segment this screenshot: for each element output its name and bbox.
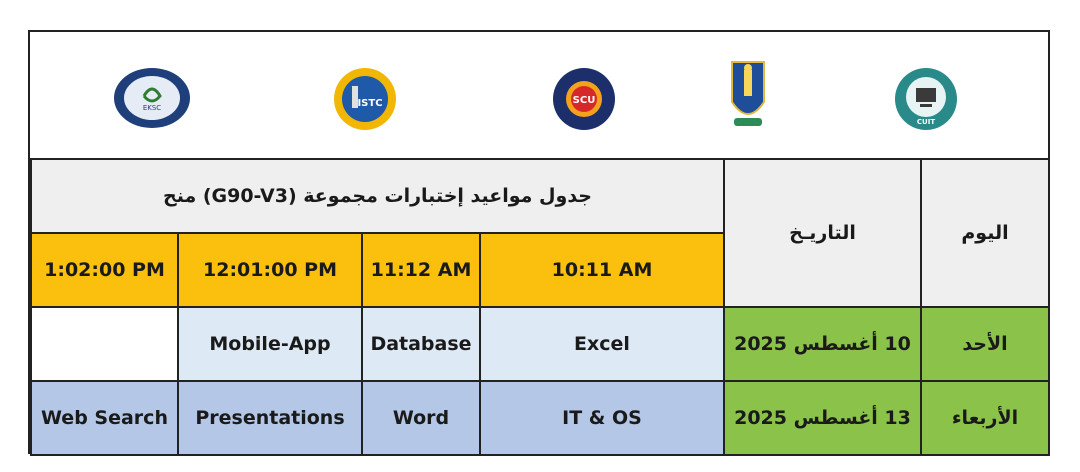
day-text: الأربعاء [951, 407, 1019, 429]
schedule-title-cell [31, 159, 724, 233]
date-text: 13 أغسطس 2025 [734, 407, 911, 429]
exam-cell: Excel [480, 307, 724, 381]
exam-cell: Presentations [178, 381, 362, 455]
title-row [31, 159, 1049, 233]
istc-logo [330, 66, 400, 132]
exam-cell: Database [362, 307, 480, 381]
scu-logo [548, 66, 620, 132]
exam-cell: Word [362, 381, 480, 455]
scu-logo-text: SCU [572, 95, 596, 106]
exam-cell: Web Search [31, 381, 178, 455]
date-header-cell [724, 159, 921, 307]
cuit-logo-text: CUIT [916, 118, 936, 126]
time-slot-3: 11:12 AM [362, 233, 480, 307]
schedule-document [28, 30, 1050, 454]
table-row [31, 307, 1049, 381]
exam-cell: Mobile-App [178, 307, 362, 381]
time-slot-4: 10:11 AM [480, 233, 724, 307]
time-slot-2: 12:01:00 PM [178, 233, 362, 307]
cuit-logo [886, 66, 966, 132]
schedule-table [30, 158, 1050, 456]
schedule-title: جدول مواعيد إختبارات مجموعة (G90-V3) منح [163, 185, 592, 207]
logo-bar [30, 32, 1048, 160]
day-header: اليوم [961, 222, 1009, 244]
date-text: 10 أغسطس 2025 [734, 333, 911, 355]
date-cell [724, 307, 921, 381]
exam-cell: IT & OS [480, 381, 724, 455]
table-row [31, 381, 1049, 455]
day-text: الأحد [962, 333, 1008, 355]
time-slot-1: 1:02:00 PM [31, 233, 178, 307]
day-cell [921, 381, 1049, 455]
eksc-logo-text: EKSC [142, 104, 162, 112]
university-crest-logo [730, 58, 766, 130]
eksc-logo [112, 66, 192, 130]
istc-logo-text: ISTC [357, 98, 383, 109]
day-cell [921, 307, 1049, 381]
date-cell [724, 381, 921, 455]
exam-cell [31, 307, 178, 381]
date-header: التاريـخ [789, 222, 856, 244]
day-header-cell [921, 159, 1049, 307]
